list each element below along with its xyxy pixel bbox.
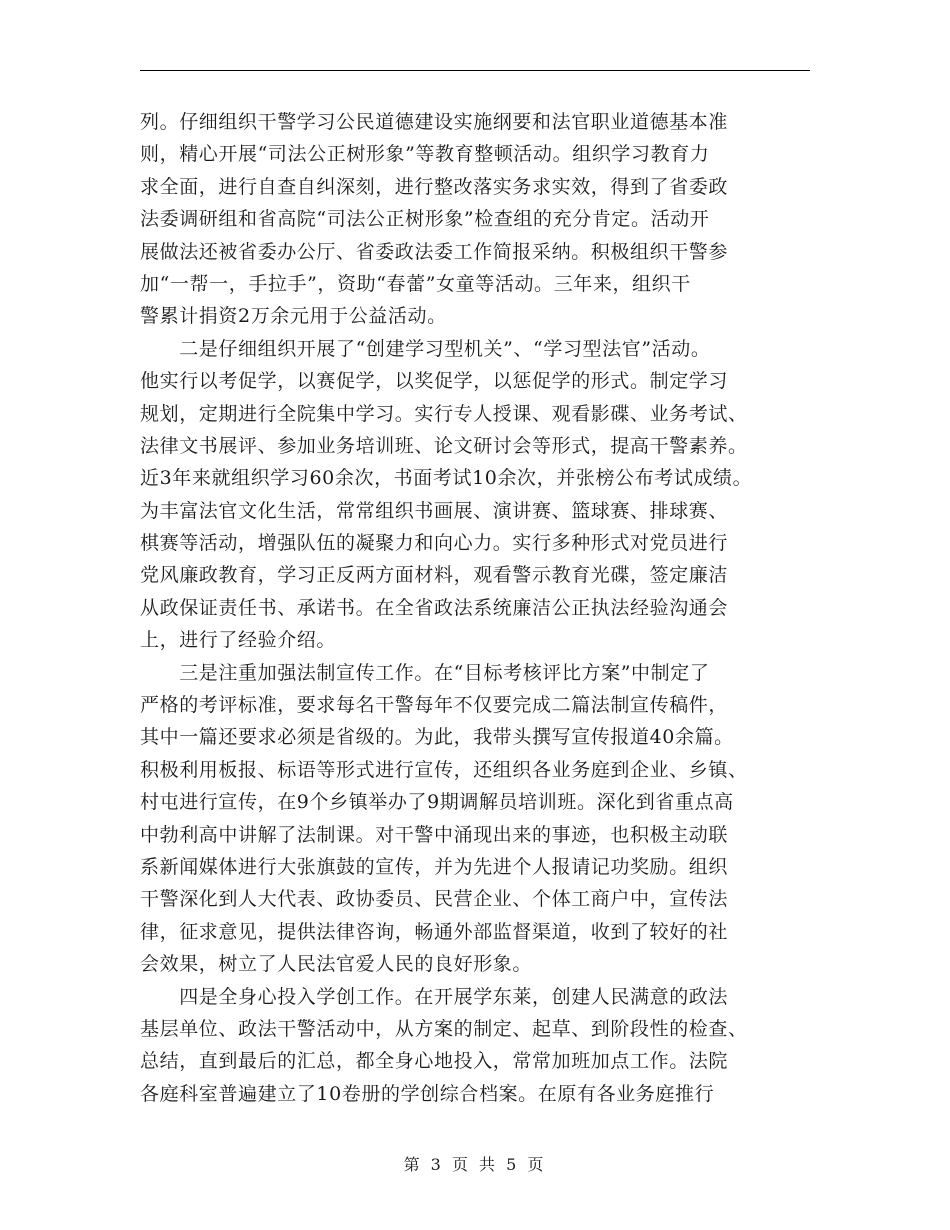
text-line: 三是注重加强法制宣传工作。在“目标考核评比方案”中制定了 [140, 661, 710, 684]
text-line: 法委调研组和省高院“司法公正树形象”检查组的充分肯定。活动开 [140, 208, 710, 231]
text-line: 总结，直到最后的汇总，都全身心地投入，常常加班加点工作。法院 [140, 1050, 729, 1073]
text-line: 近3年来就组织学习60余次，书面考试10余次，并张榜公布考试成绩。 [140, 467, 753, 490]
text-line: 其中一篇还要求必须是省级的。为此，我带头撰写宣传报道40余篇。 [140, 726, 734, 749]
page-footer: 第 3 页 共 5 页 [403, 1155, 547, 1174]
text-line: 求全面，进行自查自纠深刻，进行整改落实务求实效，得到了省委政 [140, 175, 729, 198]
text-line: 党风廉政教育，学习正反两方面材料，观看警示教育光碟，签定廉洁 [140, 564, 729, 587]
text-line: 列。仔细组织干警学习公民道德建设实施纲要和法官职业道德基本准 [140, 111, 729, 133]
header-rule [140, 70, 810, 71]
text-line: 他实行以考促学，以赛促学，以奖促学，以惩促学的形式。制定学习 [140, 370, 729, 393]
text-line: 为丰富法官文化生活，常常组织书画展、演讲赛、篮球赛、排球赛、 [140, 499, 729, 522]
text-line: 律，征求意见，提供法律咨询，畅通外部监督渠道，收到了较好的社 [140, 920, 729, 943]
text-line: 四是全身心投入学创工作。在开展学东莱，创建人民满意的政法 [140, 985, 729, 1008]
text-line: 各庭科室普遍建立了10卷册的学创综合档案。在原有各业务庭推行 [140, 1082, 715, 1105]
text-line: 积极利用板报、标语等形式进行宣传，还组织各业务庭到企业、乡镇、 [140, 758, 748, 781]
text-line: 村屯进行宣传，在9个乡镇举办了9期调解员培训班。深化到省重点高 [140, 791, 734, 814]
text-line: 警累计捐资2万余元用于公益活动。 [140, 305, 447, 328]
text-line: 基层单位、政法干警活动中，从方案的制定、起草、到阶段性的检查、 [140, 1017, 748, 1040]
text-line: 法律文书展评、参加业务培训班、论文研讨会等形式，提高干警素养。 [140, 434, 748, 457]
text-line: 规划，定期进行全院集中学习。实行专人授课、观看影碟、业务考试、 [140, 402, 748, 425]
text-line: 棋赛等活动，增强队伍的凝聚力和向心力。实行多种形式对党员进行 [140, 532, 729, 555]
text-line: 会效果，树立了人民法官爱人民的良好形象。 [140, 953, 533, 976]
text-line: 严格的考评标准，要求每名干警每年不仅要完成二篇法制宣传稿件， [140, 694, 729, 717]
text-line: 上，进行了经验介绍。 [140, 629, 337, 652]
text-line: 中勃利高中讲解了法制课。对干警中涌现出来的事迹，也积极主动联 [140, 823, 729, 846]
text-line: 从政保证责任书、承诺书。在全省政法系统廉洁公正执法经验沟通会 [140, 596, 729, 619]
text-line: 加“一帮一，手拉手”，资助“春蕾”女童等活动。三年来，组织干 [140, 272, 691, 295]
text-line: 展做法还被省委办公厅、省委政法委工作简报采纳。积极组织干警参 [140, 240, 729, 263]
body-text [140, 106, 830, 1110]
text-line: 系新闻媒体进行大张旗鼓的宣传，并为先进个人报请记功奖励。组织 [140, 855, 729, 878]
text-line: 二是仔细组织开展了“创建学习型机关”、“学习型法官”活动。 [140, 337, 711, 360]
text-line: 则，精心开展“司法公正树形象”等教育整顿活动。组织学习教育力 [140, 143, 710, 166]
text-line: 干警深化到人大代表、政协委员、民营企业、个体工商户中，宣传法 [140, 888, 729, 911]
